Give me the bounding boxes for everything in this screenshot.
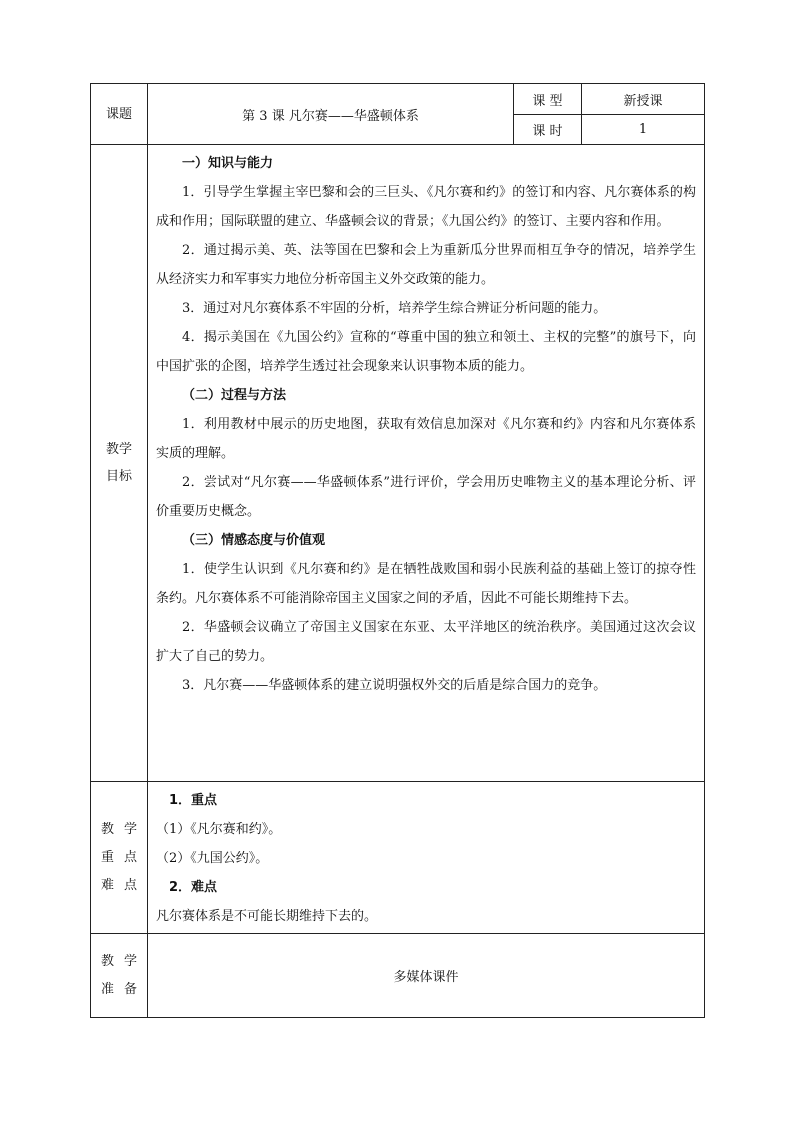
keypoints-label-line3: 难点 xyxy=(101,877,148,893)
objective-item: 2．通过揭示美、英、法等国在巴黎和会上为重新瓜分世界而相互争夺的情况，培养学生从经济实力和军事实力地位分析帝国主义外交政策的能力。 xyxy=(156,243,696,287)
keypoints-label-line1: 教学 xyxy=(101,821,148,837)
section-heading-process: （二）过程与方法 xyxy=(182,388,287,403)
focus-heading: 1．重点 xyxy=(169,793,218,808)
objectives-content xyxy=(148,145,705,782)
objective-item: 1．引导学生掌握主宰巴黎和会的三巨头、《凡尔赛和约》的签订和内容、凡尔赛体系的构成和作用；国际联盟的建立、华盛顿会议的背景；《九国公约》的签订、主要内容和作用。 xyxy=(156,185,696,229)
objective-item: 2．尝试对“凡尔赛——华盛顿体系”进行评价，学会用历史唯物主义的基本理论分析、评价重要历史概念。 xyxy=(156,475,696,519)
lesson-plan-page xyxy=(90,83,704,1018)
lesson-title: 第 3 课 凡尔赛——华盛顿体系 xyxy=(148,84,514,145)
keypoints-label-line2: 重点 xyxy=(101,849,148,865)
prep-label-line1: 教学 xyxy=(101,953,148,969)
difficulty-heading: 2．难点 xyxy=(169,880,218,895)
difficulty-text: 凡尔赛体系是不可能长期维持下去的。 xyxy=(156,909,378,924)
prep-label-line2: 准备 xyxy=(101,981,148,997)
objective-item: 4．揭示美国在《九国公约》宣称的“尊重中国的独立和领土、主权的完整”的旗号下，向中国扩张的企图，培养学生透过社会现象来认识事物本质的能力。 xyxy=(156,330,696,374)
objective-item: 1．使学生认识到《凡尔赛和约》是在牺牲战败国和弱小民族利益的基础上签订的掠夺性条约。凡尔赛体系不可能消除帝国主义国家之间的矛盾，因此不可能长期维持下去。 xyxy=(156,562,696,606)
keypoints-label xyxy=(91,782,148,934)
objectives-label-line2: 目标 xyxy=(105,469,132,484)
focus-item: （2）《九国公约》。 xyxy=(156,851,269,866)
objective-item: 3．通过对凡尔赛体系不牢固的分析，培养学生综合辨证分析问题的能力。 xyxy=(182,301,607,316)
prep-label xyxy=(91,934,148,1018)
objective-item: 2．华盛顿会议确立了帝国主义国家在东亚、太平洋地区的统治秩序。美国通过这次会议扩大了自己的势力。 xyxy=(156,620,696,664)
objective-item: 1．利用教材中展示的历史地图，获取有效信息加深对《凡尔赛和约》内容和凡尔赛体系实质的理解。 xyxy=(156,417,696,461)
lesson-plan-table xyxy=(90,83,705,1018)
section-heading-knowledge: 一）知识与能力 xyxy=(182,156,274,171)
keypoints-content xyxy=(148,782,705,934)
focus-item: （1）《凡尔赛和约》。 xyxy=(156,822,282,837)
hours-label: 课 时 xyxy=(514,115,582,145)
topic-label: 课题 xyxy=(91,84,148,145)
objectives-label xyxy=(91,145,148,782)
objective-item: 3．凡尔赛——华盛顿体系的建立说明强权外交的后盾是综合国力的竞争。 xyxy=(182,678,607,693)
section-heading-values: （三）情感态度与价值观 xyxy=(182,533,326,548)
type-value: 新授课 xyxy=(582,84,705,115)
hours-value: 1 xyxy=(582,115,705,145)
prep-content: 多媒体课件 xyxy=(148,934,705,1018)
type-label: 课 型 xyxy=(514,84,582,115)
objectives-label-line1: 教学 xyxy=(105,442,132,457)
